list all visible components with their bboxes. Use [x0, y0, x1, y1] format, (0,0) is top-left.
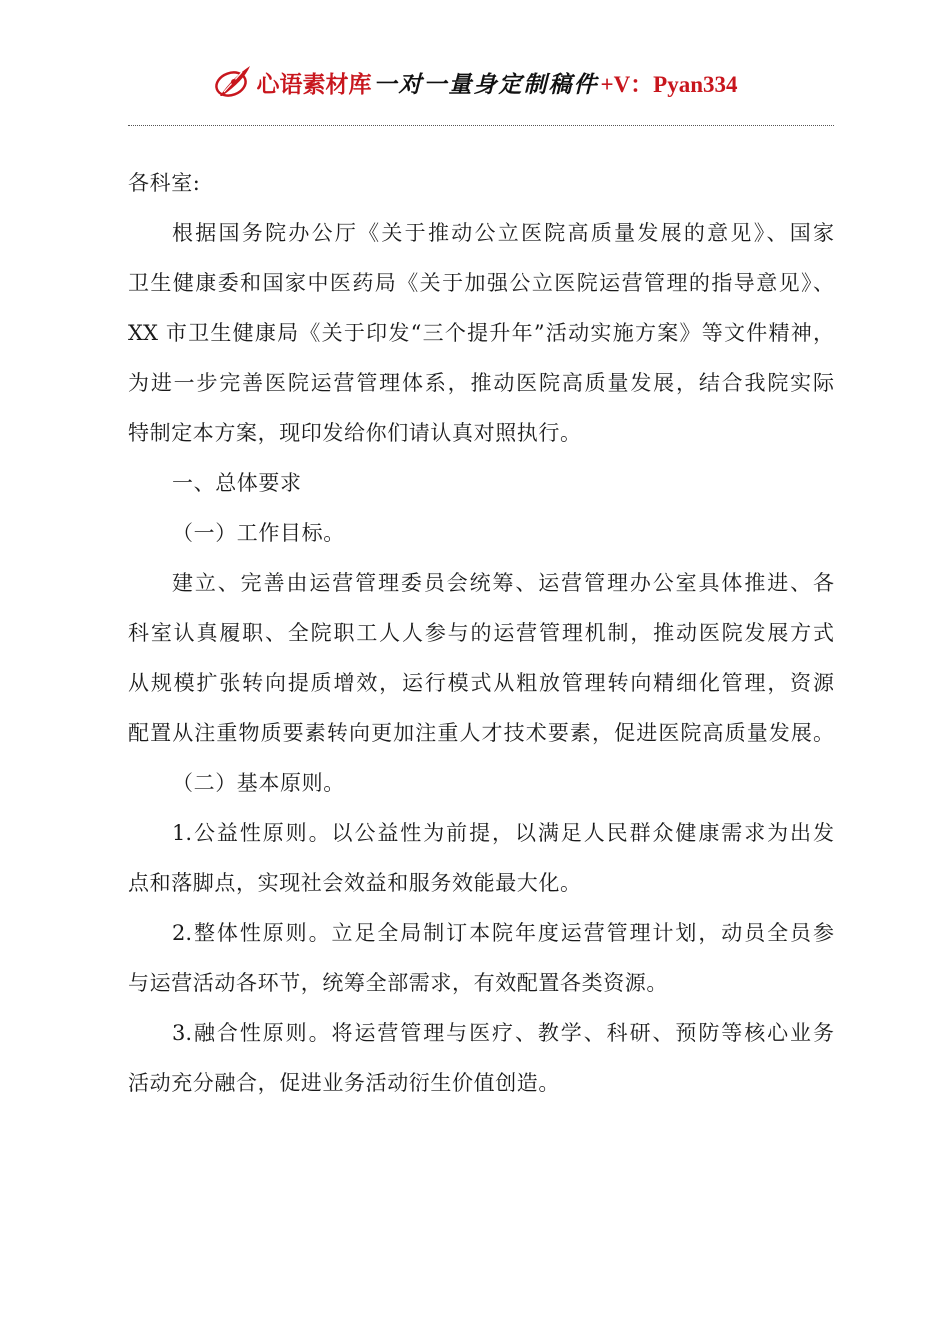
paragraph-line: 为进一步完善医院运营管理体系，推动医院高质量发展，结合我院实际 [128, 371, 834, 395]
page-header [0, 60, 950, 104]
principle-paragraph [128, 1008, 834, 1108]
paragraph-line: 活动充分融合，促进业务活动衍生价值创造。 [128, 1071, 560, 1095]
brand-slogan: 一对一量身定制稿件 [373, 70, 599, 98]
header-banner [212, 62, 737, 102]
paragraph-line: 根据国务院办公厅《关于推动公立医院高质量发展的意见》、国家 [172, 221, 834, 245]
salutation: 各科室: [128, 171, 201, 195]
contact-info: +V：Pyan334 [600, 71, 738, 97]
paragraph-line: 卫生健康委和国家中医药局《关于加强公立医院运营管理的指导意见》、 [128, 271, 834, 295]
work-goal-paragraph [128, 558, 834, 758]
paragraph-line: 科室认真履职、全院职工人人参与的运营管理机制，推动医院发展方式 [128, 621, 834, 645]
paragraph-line: 与运营活动各环节，统筹全部需求，有效配置各类资源。 [128, 971, 668, 995]
paragraph-line: XX 市卫生健康局《关于印发“三个提升年”活动实施方案》等文件精神， [128, 321, 834, 345]
brand-name: 心语素材库 [256, 70, 372, 98]
paragraph-line: 特制定本方案，现印发给你们请认真对照执行。 [128, 421, 582, 445]
intro-paragraph [128, 208, 834, 458]
paragraph-line: 点和落脚点，实现社会效益和服务效能最大化。 [128, 871, 582, 895]
paragraph-line: 从规模扩张转向提质增效，运行模式从粗放管理转向精细化管理，资源 [128, 671, 834, 695]
paragraph-line: 3.融合性原则。将运营管理与医疗、教学、科研、预防等核心业务 [172, 1021, 834, 1045]
subsection-heading: （二）基本原则。 [172, 771, 345, 795]
section-heading: 一、总体要求 [172, 471, 302, 495]
subsection-heading: （一）工作目标。 [172, 521, 345, 545]
paragraph-line: 建立、完善由运营管理委员会统筹、运营管理办公室具体推进、各 [172, 571, 834, 595]
principle-paragraph [128, 908, 834, 1008]
principle-paragraph [128, 808, 834, 908]
paragraph-line: 配置从注重物质要素转向更加注重人才技术要素，促进医院高质量发展。 [128, 721, 834, 745]
paragraph-line: 2.整体性原则。立足全局制订本院年度运营管理计划，动员全员参 [172, 921, 834, 945]
quill-logo-icon [212, 62, 254, 102]
paragraph-line: 1.公益性原则。以公益性为前提，以满足人民群众健康需求为出发 [172, 821, 834, 845]
document-body [128, 158, 834, 1108]
header-divider [128, 125, 834, 126]
